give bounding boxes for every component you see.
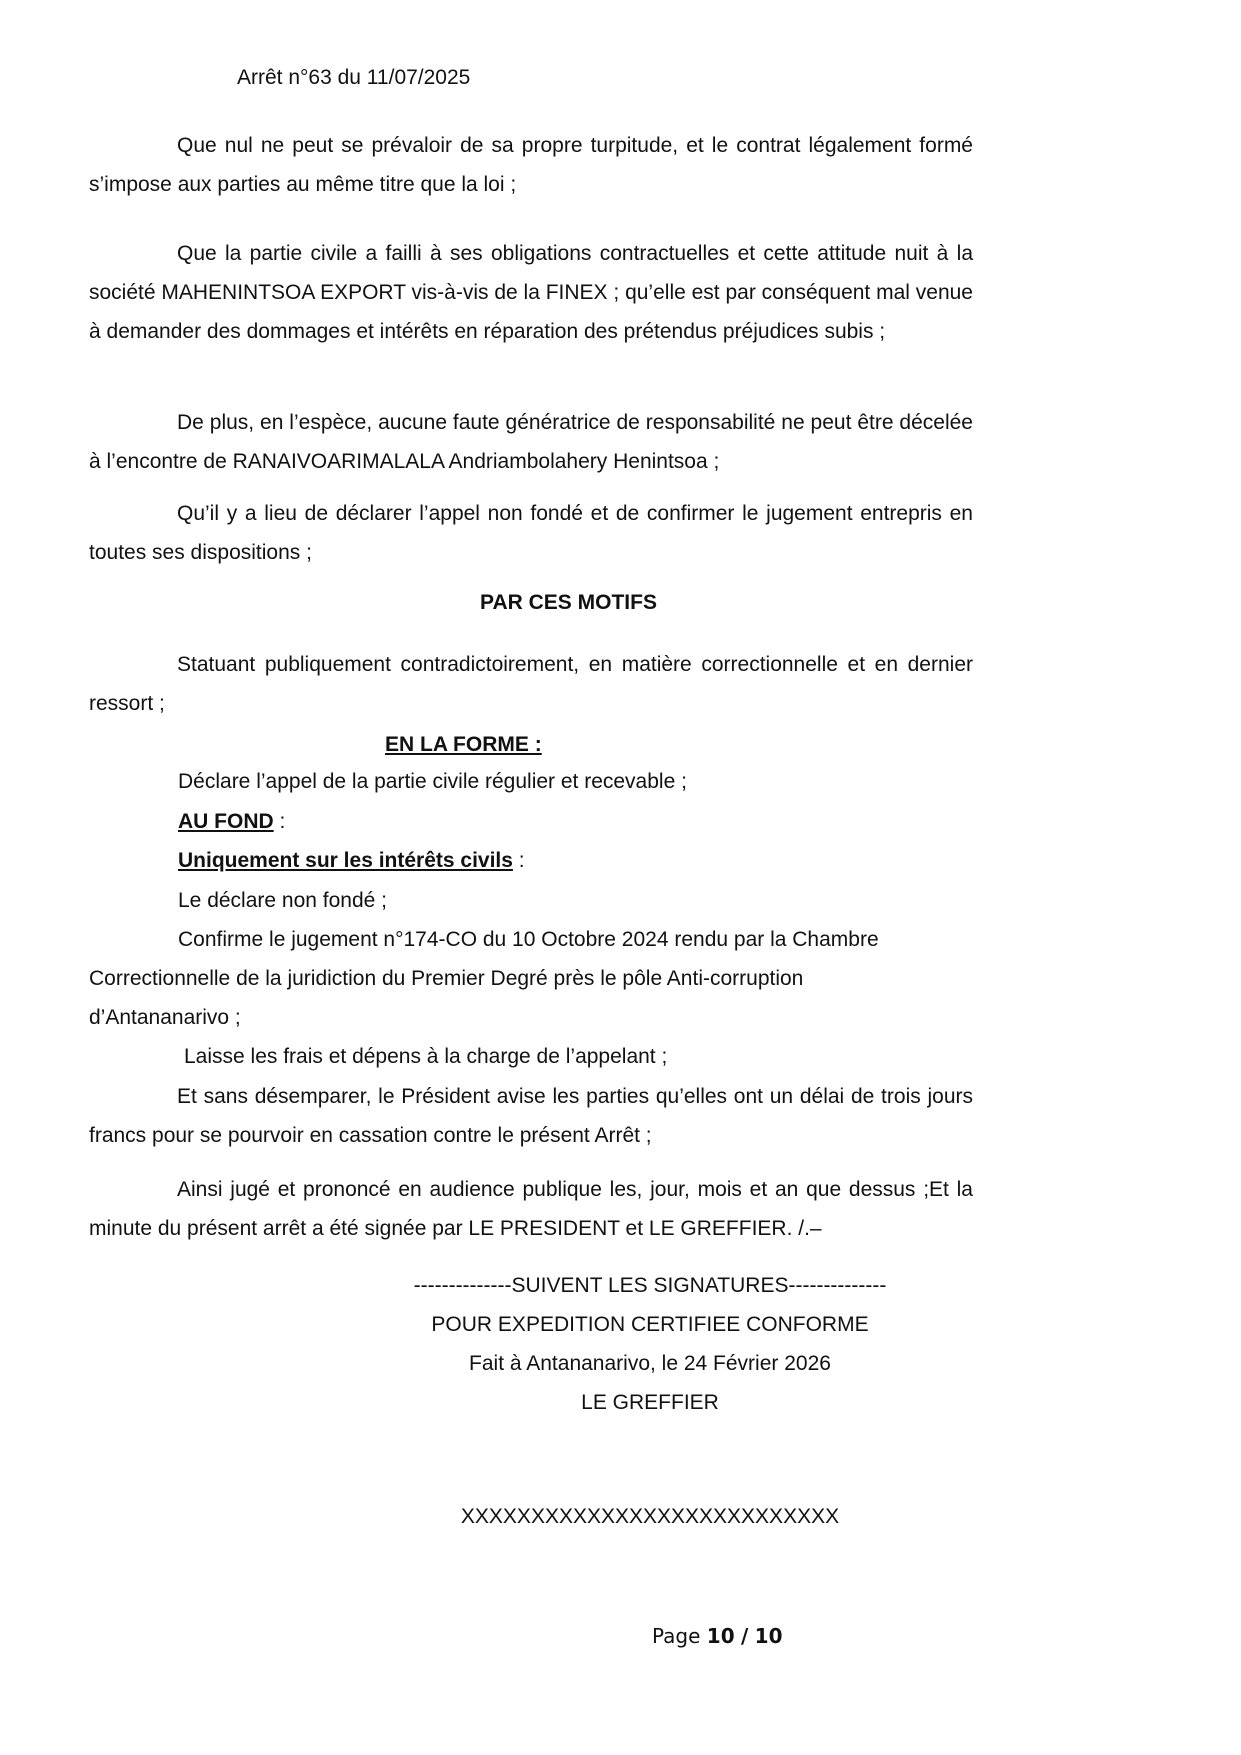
expedition-certifiee: POUR EXPEDITION CERTIFIEE CONFORME	[431, 1313, 869, 1336]
fond-line	[178, 802, 285, 841]
suivent-signatures: --------------SUIVENT LES SIGNATURES--------------	[413, 1274, 887, 1297]
fait-a-antananarivo: Fait à Antananarivo, le 24 Février 2026	[469, 1352, 831, 1375]
paragraph-aucune-faute: De plus, en l’espèce, aucune faute génératrice de responsabilité ne peut être décelée à l’encontre de RANAIVOARIMALALA Andriambolahery Henintsoa ;	[89, 411, 973, 473]
confirme-line-1: Confirme le jugement n°174-CO du 10 Octobre 2024 rendu par la Chambre	[178, 928, 879, 951]
motifs-heading: PAR CES MOTIFS	[480, 591, 657, 614]
declare-appel-line: Déclare l’appel de la partie civile régulier et recevable ;	[178, 770, 687, 793]
forme-heading: EN LA FORME :	[385, 733, 542, 756]
civils-line	[178, 841, 525, 880]
page-current: 10	[706, 1624, 735, 1648]
page-total: 10	[754, 1624, 783, 1648]
arret-reference: Arrêt n°63 du 11/07/2025	[237, 66, 471, 89]
fond-heading: AU FOND	[178, 810, 274, 833]
civils-colon: :	[512, 849, 525, 872]
paragraph-statuant: Statuant publiquement contradictoirement, en matière correctionnelle et en dernier ressort ;	[89, 653, 973, 715]
confirme-line-2: Correctionnelle de la juridiction du Premier Degré près le pôle Anti-corruption	[89, 967, 804, 990]
non-fonde-line: Le déclare non fondé ;	[178, 889, 387, 912]
paragraph-partie-civile: Que la partie civile a failli à ses obligations contractuelles et cette attitude nuit à la société MAHENINTSOA EXPORT vis-à-vis de la FINEX ; qu’elle est par conséquent mal venue à demander des dommages et intérêts en réparation des prétendus préjudices subis ;	[89, 242, 973, 343]
page-footer	[652, 1624, 783, 1648]
paragraph-ainsi-juge: Ainsi jugé et prononcé en audience publique les, jour, mois et an que dessus ;Et la minute du présent arrêt a été signée par LE PRESIDENT et LE GREFFIER. /.–	[89, 1178, 973, 1240]
fond-colon: :	[273, 810, 286, 833]
paragraph-turpitude: Que nul ne peut se prévaloir de sa propre turpitude, et le contrat légalement formé s’impose aux parties au même titre que la loi ;	[89, 134, 973, 196]
confirme-line-3: d’Antananarivo ;	[89, 1006, 241, 1029]
paragraph-appel-non-fonde: Qu’il y a lieu de déclarer l’appel non fondé et de confirmer le jugement entrepris en toutes ses dispositions ;	[89, 502, 973, 564]
separator-xs: XXXXXXXXXXXXXXXXXXXXXXXXXXX	[460, 1505, 840, 1528]
civils-heading: Uniquement sur les intérêts civils	[178, 849, 513, 872]
page-slash: /	[740, 1624, 749, 1648]
page-word: Page	[652, 1624, 701, 1648]
paragraph-desemparer: Et sans désemparer, le Président avise les parties qu’elles ont un délai de trois jours francs pour se pourvoir en cassation contre le présent Arrêt ;	[89, 1085, 973, 1147]
frais-line: Laisse les frais et dépens à la charge de l’appelant ;	[184, 1045, 668, 1068]
le-greffier: LE GREFFIER	[581, 1391, 719, 1414]
